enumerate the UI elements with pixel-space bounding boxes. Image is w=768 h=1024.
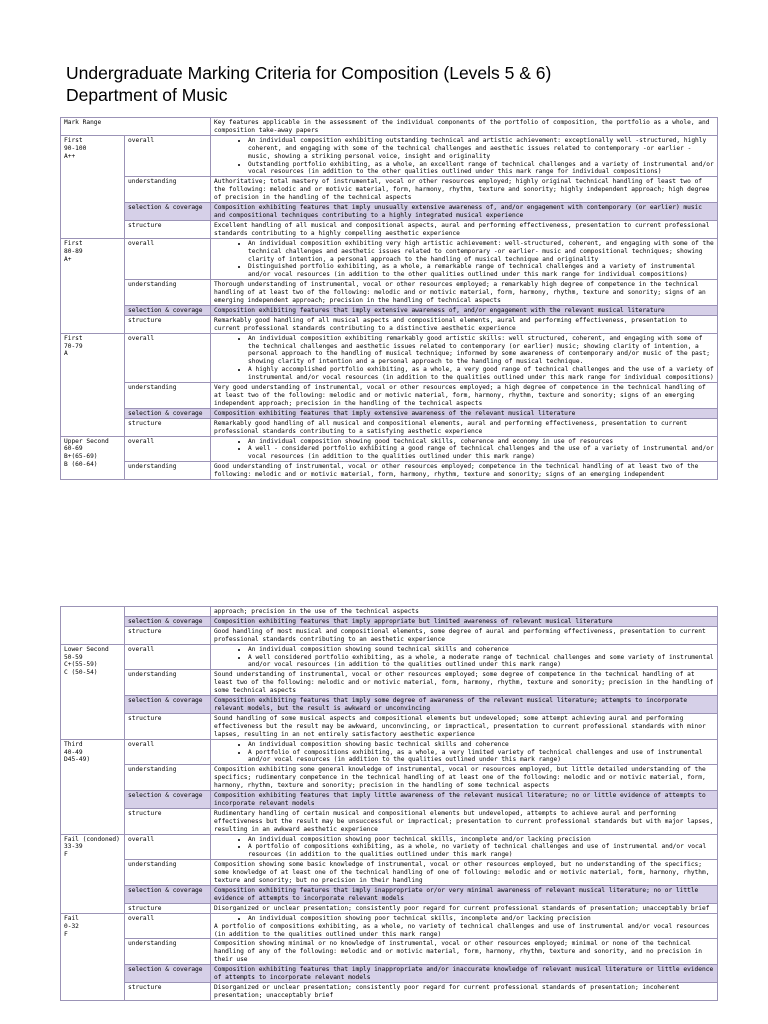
criteria-text: Excellent handling of all musical and compositional aspects, aural and performing effectiveness, presentation to current professional standards contributing to a highly compelling aesthetic experience bbox=[214, 221, 710, 237]
criteria-text: Sound handling of some musical aspects and compositional elements but undeveloped; some attempt achieving aural and performing effectiveness but the result may be awkward, unconvincing, or impractical, presentation to current professional standards with minor lapses, resulting in an not entirely satisfactory aesthetic experience bbox=[214, 714, 706, 738]
criteria-bullet: • An individual composition exhibiting outstanding technical and artistic achievement: exceptionally well -structured, highly coherent, and engaging with some of the technical challenges and aesthetic issues related to contemporary -or earlier - music, showing a striking personal voice, insight and originality bbox=[248, 137, 714, 161]
criteria-text: Composition exhibiting features that imply extensive awareness of the relevant musical literature bbox=[214, 409, 576, 417]
criteria-description bbox=[211, 739, 718, 765]
mark-range-line: Lower Second bbox=[64, 645, 109, 653]
component-label: understanding bbox=[125, 765, 211, 791]
criteria-description bbox=[211, 670, 718, 696]
mark-range-line: First bbox=[64, 334, 83, 342]
component-label: structure bbox=[125, 418, 211, 436]
component-label: structure bbox=[125, 982, 211, 1000]
criteria-row bbox=[61, 965, 718, 983]
component-label bbox=[125, 607, 211, 617]
criteria-row bbox=[61, 607, 718, 617]
criteria-description bbox=[211, 791, 718, 809]
component-label: structure bbox=[125, 903, 211, 913]
component-label: understanding bbox=[125, 860, 211, 886]
criteria-text: Remarkably good handling of all musical and compositional elements, aural and performing effectiveness, presentation to current professional standards contributing to a satisfying aesthetic experience bbox=[214, 419, 688, 435]
criteria-bullet: • A well - considered portfolio exhibiting a good range of technical challenges and the use of a variety of instrumental and/or vocal resources (in addition to the qualities outlined under this mark range) bbox=[248, 445, 714, 461]
criteria-bullet: • An individual composition showing good technical skills, coherence and economy in use of resources bbox=[248, 438, 714, 446]
criteria-row bbox=[61, 333, 718, 382]
component-label: overall bbox=[125, 436, 211, 462]
criteria-row bbox=[61, 626, 718, 644]
mark-range-line: C+(55-59) bbox=[64, 661, 98, 669]
criteria-description bbox=[211, 333, 718, 382]
criteria-description bbox=[211, 418, 718, 436]
mark-range-cell bbox=[61, 739, 125, 834]
criteria-row bbox=[61, 280, 718, 306]
criteria-description bbox=[211, 280, 718, 306]
criteria-description bbox=[211, 220, 718, 238]
criteria-bullet: • Outstanding portfolio exhibiting, as a whole, an excellent range of technical challenges and a variety of instrumental and/or vocal resources (in addition to the other qualities outlined under this mark range for individual compositions) bbox=[248, 161, 714, 177]
criteria-description bbox=[211, 616, 718, 626]
criteria-row bbox=[61, 408, 718, 418]
criteria-description bbox=[211, 713, 718, 739]
criteria-text: Rudimentary handling of certain musical and compositional elements but undeveloped, attempts to achieve aural and performing effectiveness but the result may be unsuccessful or impractical; presentation to current professional standards but with major lapses, resulting in an awkward aesthetic experience bbox=[214, 809, 714, 833]
mark-range-header: Mark Range bbox=[61, 118, 211, 136]
criteria-text: Disorganized or unclear presentation; consistently poor regard for current professional standards of presentation; incoherent presentation; unacceptably brief bbox=[214, 983, 680, 999]
criteria-trailing-text: A portfolio of compositions exhibiting, as a whole, no variety of technical challenges and use of instrumental and/or vocal resources (in addition to the qualities outlined under this mark range) bbox=[214, 922, 710, 938]
mark-range-line: 80-89 bbox=[64, 247, 83, 255]
mark-range-line: 0-32 bbox=[64, 922, 79, 930]
criteria-row bbox=[61, 462, 718, 480]
criteria-row bbox=[61, 808, 718, 834]
criteria-description bbox=[211, 903, 718, 913]
criteria-bullet: • A portfolio of compositions exhibiting, as a whole, a very limited variety of technical challenges and use of instrumental and/or vocal resources (in addition to the qualities outlined under this mark range) bbox=[248, 749, 714, 765]
criteria-description bbox=[211, 203, 718, 221]
criteria-row bbox=[61, 203, 718, 221]
key-features-header: Key features applicable in the assessment of the individual components of the portfolio of composition, the portfolio as a whole, and composition take-away papers bbox=[211, 118, 718, 136]
mark-range-line: Upper Second bbox=[64, 437, 109, 445]
component-label: overall bbox=[125, 913, 211, 939]
component-label: structure bbox=[125, 713, 211, 739]
component-label: selection & coverage bbox=[125, 886, 211, 904]
criteria-text: Authoritative; total mastery of instrumental, vocal or other resources employed; highly original technical handling of least two of the following: melodic and or motivic material, form, harmony, rhythm, texture and sonority; highly independent approach; high degree of precision in the handling of the technical aspects bbox=[214, 178, 710, 202]
component-label: understanding bbox=[125, 462, 211, 480]
component-label: overall bbox=[125, 333, 211, 382]
criteria-bullet-list bbox=[214, 438, 714, 462]
criteria-row bbox=[61, 739, 718, 765]
criteria-bullet: • A portfolio of compositions exhibiting, as a whole, no variety of technical challenges and use of instrumental and/or vocal resources (in addition to the qualities outlined under this mark range) bbox=[248, 843, 714, 859]
component-label: overall bbox=[125, 644, 211, 670]
criteria-text: Composition exhibiting features that imply inappropriate and/or inaccurate knowledge of relevant musical literature or little evidence of attempts to incorporate relevant models bbox=[214, 966, 714, 982]
criteria-row bbox=[61, 315, 718, 333]
criteria-row bbox=[61, 886, 718, 904]
criteria-row bbox=[61, 765, 718, 791]
component-label: overall bbox=[125, 238, 211, 280]
criteria-text: Composition showing minimal or no knowledge of instrumental, vocal or other resources employed; minimal or none of the technical handling of any of the following: melodic and or motivic material, form, harmony, rhythm, texture and sonority, and no precision in their use bbox=[214, 940, 702, 964]
criteria-bullet: • Distinguished portfolio exhibiting, as a whole, a remarkable range of technical challenges and a variety of instrumental and/or vocal resources (in addition to the other qualities outlined under this mark range for individual compositions) bbox=[248, 263, 714, 279]
criteria-description bbox=[211, 177, 718, 203]
criteria-text: Good understanding of instrumental, vocal or other resources employed; competence in the technical handling of at least two of the following: melodic and or motivic material, form, harmony, rhythm, texture and sonority; signs of an emerging independent bbox=[214, 463, 699, 479]
mark-range-cell bbox=[61, 333, 125, 436]
component-label: structure bbox=[125, 808, 211, 834]
component-label: understanding bbox=[125, 383, 211, 409]
criteria-description bbox=[211, 965, 718, 983]
criteria-bullet-list bbox=[214, 646, 714, 670]
criteria-text: Composition exhibiting features that imply inappropriate or/or very minimal awareness of relevant musical literature; no or little evidence of attempts to incorporate relevant models bbox=[214, 887, 699, 902]
criteria-description bbox=[211, 462, 718, 480]
criteria-row bbox=[61, 616, 718, 626]
criteria-text: Composition exhibiting features that imply some degree of awareness of the relevant musical literature; attempts to incorporate relevant models, but the result is awkward or unconvincing bbox=[214, 697, 688, 712]
mark-range-line: 90-100 bbox=[64, 144, 87, 152]
criteria-bullet-list bbox=[214, 915, 714, 923]
criteria-row bbox=[61, 670, 718, 696]
criteria-text: Composition showing some basic knowledge of instrumental, vocal or other resources employed, but no understanding of the specifics; some knowledge of at least one of the technical handling of one of following: melodic and or motivic material, form, harmony, rhythm, texture and sonority; but no precision in their handling bbox=[214, 861, 710, 885]
mark-range-line: First bbox=[64, 136, 83, 144]
criteria-text: Composition exhibiting features that imply appropriate but limited awareness of relevant musical literature bbox=[214, 617, 613, 625]
criteria-description bbox=[211, 696, 718, 714]
component-label: understanding bbox=[125, 670, 211, 696]
criteria-text: Very good understanding of instrumental, vocal or other resources employed; a high degree of competence in the technical handling of at least two of the following: melodic and or motivic material, form, harmony, rhythm, texture and sonority; signs of an emerging independent approach; precision in the handling of the technical aspects bbox=[214, 384, 706, 407]
table-header-row bbox=[61, 118, 718, 136]
mark-range-line: 50-59 bbox=[64, 653, 83, 661]
criteria-description bbox=[211, 834, 718, 860]
mark-range-line: B+(65-69) bbox=[64, 453, 98, 461]
criteria-text: Thorough understanding of instrumental, vocal or other resources employed; a remarkably high degree of competence in the technical handling of at least two of the following: melodic and or motivic material, form, harmony, rhythm, texture and sonority; signs of an emerging independent approach; precision in the handling of technical aspects bbox=[214, 281, 706, 305]
mark-range-cell bbox=[61, 238, 125, 333]
mark-range-line: 70-79 bbox=[64, 342, 83, 350]
criteria-bullet-list bbox=[214, 741, 714, 765]
mark-range-line: A++ bbox=[64, 152, 76, 160]
mark-range-line: 60-69 bbox=[64, 445, 83, 453]
criteria-text: Remarkably good handling of all musical aspects and compositional elements, aural and performing effectiveness, presentation to current professional standards contributing to a distinctive aesthetic experience bbox=[214, 316, 688, 332]
mark-range-cell bbox=[61, 607, 125, 645]
component-label: understanding bbox=[125, 177, 211, 203]
criteria-row bbox=[61, 791, 718, 809]
mark-range-line: 33-39 bbox=[64, 843, 83, 851]
criteria-row bbox=[61, 939, 718, 965]
component-label: overall bbox=[125, 135, 211, 177]
criteria-bullet-list bbox=[214, 137, 714, 177]
mark-range-line: D45-49) bbox=[64, 756, 91, 764]
criteria-bullet: • An individual composition exhibiting remarkably good artistic skills: well structured, coherent, and engaging with some of the technical challenges and aesthetic issues related to contemporary (or earlier) music; showing clarity of intention, a personal approach to the handling of musical technique; informed by some awareness of contemporary and/or music of the past; showing clarity of intention and a personal approach to the handling of musical technique. bbox=[248, 335, 714, 367]
page-title bbox=[66, 62, 706, 106]
criteria-bullet-list bbox=[214, 335, 714, 382]
criteria-description bbox=[211, 860, 718, 886]
criteria-row bbox=[61, 982, 718, 1000]
title-line-2: Department of Music bbox=[66, 85, 228, 105]
criteria-description bbox=[211, 913, 718, 939]
component-label: structure bbox=[125, 626, 211, 644]
criteria-text: Disorganized or unclear presentation; consistently poor regard for current professional standards of presentation; unacceptably brief bbox=[214, 904, 710, 912]
component-label: selection & coverage bbox=[125, 408, 211, 418]
component-label: understanding bbox=[125, 280, 211, 306]
criteria-text: approach; precision in the use of the technical aspects bbox=[214, 608, 419, 615]
criteria-description bbox=[211, 939, 718, 965]
criteria-row bbox=[61, 436, 718, 462]
criteria-table-page-1 bbox=[60, 117, 718, 480]
criteria-row bbox=[61, 913, 718, 939]
mark-range-cell bbox=[61, 913, 125, 1000]
mark-range-line: B (60-64) bbox=[64, 461, 98, 469]
criteria-text: Good handling of most musical and compositional elements, some degree of aural and performing effectiveness, presentation to current professional standards contributing to an aesthetic experience bbox=[214, 627, 706, 643]
criteria-row bbox=[61, 903, 718, 913]
mark-range-line: F bbox=[64, 930, 68, 938]
criteria-description bbox=[211, 383, 718, 409]
mark-range-line: A bbox=[64, 350, 68, 358]
criteria-row bbox=[61, 834, 718, 860]
criteria-description bbox=[211, 982, 718, 1000]
criteria-description bbox=[211, 808, 718, 834]
criteria-description bbox=[211, 607, 718, 617]
mark-range-cell bbox=[61, 644, 125, 739]
criteria-row bbox=[61, 696, 718, 714]
criteria-description bbox=[211, 135, 718, 177]
criteria-bullet-list bbox=[214, 836, 714, 860]
criteria-table-page-2 bbox=[60, 606, 718, 1001]
component-label: selection & coverage bbox=[125, 616, 211, 626]
mark-range-line: First bbox=[64, 239, 83, 247]
component-label: overall bbox=[125, 739, 211, 765]
mark-range-cell bbox=[61, 436, 125, 480]
criteria-text: Composition exhibiting some general knowledge of instrumental, vocal or resources employed, but little detailed understanding of the specifics; rudimentary competence in the technical handling of at least one of the following: melodic and or motivic material, form, harmony, rhythm, texture and sonority; precision in the handling of some technical aspects bbox=[214, 766, 706, 790]
component-label: selection & coverage bbox=[125, 965, 211, 983]
criteria-text: Sound understanding of instrumental, vocal or other resources employed; some degree of competence in the technical handling of at least two of the following: melodic and or motivic material, form, harmony, rhythm, texture and sonority; precision in the handling of some technical aspects bbox=[214, 671, 714, 695]
criteria-row bbox=[61, 305, 718, 315]
criteria-description bbox=[211, 305, 718, 315]
component-label: selection & coverage bbox=[125, 696, 211, 714]
component-label: structure bbox=[125, 220, 211, 238]
criteria-row bbox=[61, 713, 718, 739]
mark-range-line: A+ bbox=[64, 255, 72, 263]
criteria-description bbox=[211, 886, 718, 904]
criteria-row bbox=[61, 238, 718, 280]
criteria-row bbox=[61, 135, 718, 177]
mark-range-line: F bbox=[64, 851, 68, 859]
mark-range-line: Fail bbox=[64, 914, 79, 922]
criteria-description bbox=[211, 626, 718, 644]
criteria-bullet: • An individual composition showing basic technical skills and coherence bbox=[248, 741, 714, 749]
criteria-bullet: • An individual composition showing sound technical skills and coherence bbox=[248, 646, 714, 654]
criteria-row bbox=[61, 860, 718, 886]
criteria-row bbox=[61, 383, 718, 409]
criteria-bullet-list bbox=[214, 240, 714, 280]
mark-range-line: 40-49 bbox=[64, 748, 83, 756]
mark-range-line: Fail (condoned) bbox=[64, 835, 120, 843]
component-label: selection & coverage bbox=[125, 305, 211, 315]
component-label: structure bbox=[125, 315, 211, 333]
criteria-description bbox=[211, 644, 718, 670]
component-label: understanding bbox=[125, 939, 211, 965]
mark-range-line: C (50-54) bbox=[64, 669, 98, 677]
component-label: selection & coverage bbox=[125, 791, 211, 809]
criteria-description bbox=[211, 436, 718, 462]
criteria-text: Composition exhibiting features that imply extensive awareness of, and/or engagement with the relevant musical literature bbox=[214, 306, 665, 314]
criteria-row bbox=[61, 644, 718, 670]
mark-range-line: Third bbox=[64, 740, 83, 748]
component-label: overall bbox=[125, 834, 211, 860]
criteria-bullet: • An individual composition showing poor technical skills, incomplete and/or lacking precision bbox=[248, 836, 714, 844]
criteria-row bbox=[61, 418, 718, 436]
criteria-text: Composition exhibiting features that imply little awareness of the relevant musical literature; no or little evidence of attempts to incorporate relevant models bbox=[214, 792, 706, 807]
criteria-description bbox=[211, 765, 718, 791]
mark-range-cell bbox=[61, 135, 125, 238]
criteria-description bbox=[211, 238, 718, 280]
title-line-1: Undergraduate Marking Criteria for Composition (Levels 5 & 6) bbox=[66, 63, 552, 83]
criteria-bullet: • A highly accomplished portfolio exhibiting, as a whole, a very good range of technical challenges and the use of a variety of instrumental and/or vocal resources (in addition to the qualities outlined under this mark range for individual compositions) bbox=[248, 366, 714, 382]
mark-range-cell bbox=[61, 834, 125, 913]
component-label: selection & coverage bbox=[125, 203, 211, 221]
criteria-bullet: • A well considered portfolio exhibiting, as a whole, a moderate range of technical challenges and some variety of instrumental and/or vocal resources (in addition to the qualities outlined under this mark range) bbox=[248, 654, 714, 670]
criteria-row bbox=[61, 220, 718, 238]
criteria-text: Composition exhibiting features that imply unusually extensive awareness of, and/or engagement with contemporary (or earlier) music and compositional techniques contributing to a highly integrated musical experience bbox=[214, 204, 703, 219]
criteria-bullet: • An individual composition exhibiting very high artistic achievement: well-structured, coherent, and engaging with some of the technical challenges and aesthetic issues related to contemporary -or earlier- music and compositional techniques; showing clarity of intention, a personal approach to the handling of musical technique and originality bbox=[248, 240, 714, 264]
criteria-bullet: • An individual composition showing poor technical skills, incomplete and/or lacking precision bbox=[248, 915, 714, 923]
criteria-row bbox=[61, 177, 718, 203]
criteria-description bbox=[211, 408, 718, 418]
criteria-description bbox=[211, 315, 718, 333]
